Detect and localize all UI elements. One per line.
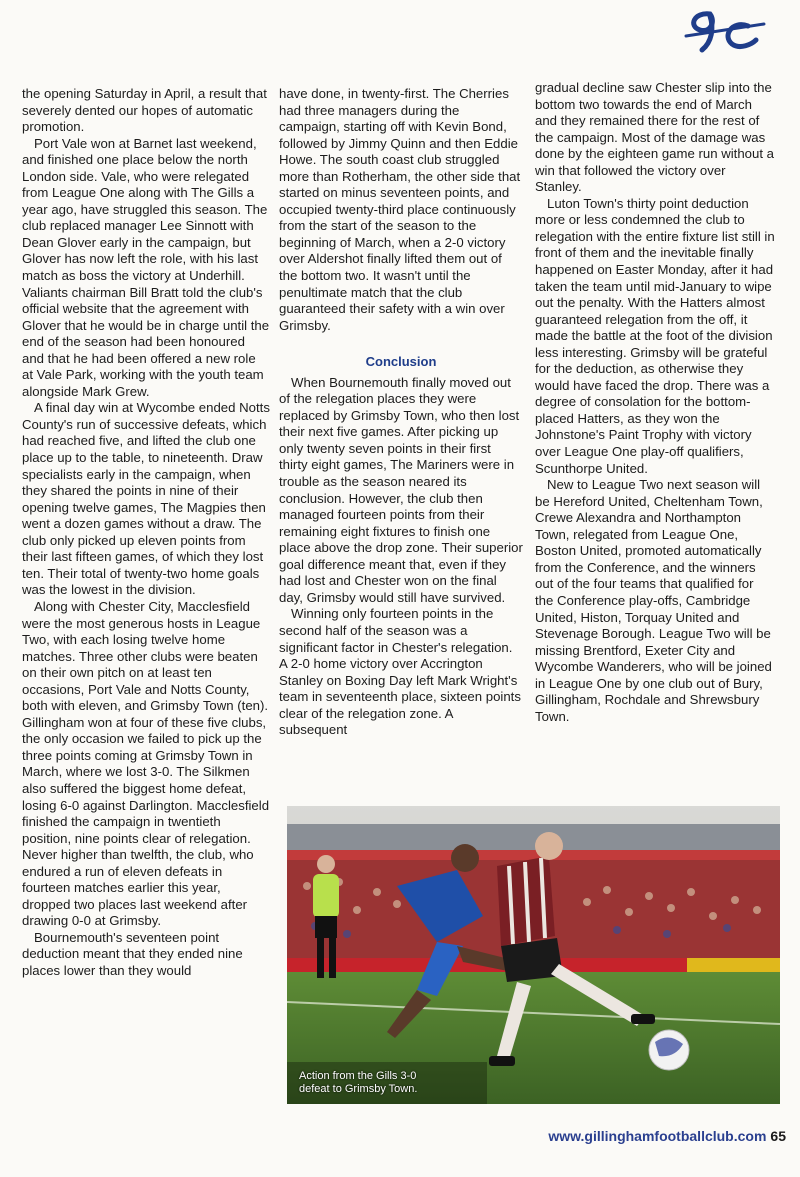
paragraph: New to League Two next season will be Hereford United, Cheltenham Town, Crewe Alexandra and Northampton Town, relegated from League One, Boston United, promoted automatically from the Conference, and the winners out of the four teams that qualified for the Conference play-offs, Cambridge United, Histon, Torquay United and Stevenage Borough. League Two will be missing Brentford, Exeter City and Wycombe Wanderers, who will be joined in League One by one club out of Bury, Gillingham, Rochdale and Shrewsbury Town.: [535, 477, 772, 724]
club-logo: [680, 6, 770, 58]
paragraph: Winning only fourteen points in the second half of the season was a significant factor in Chester's relegation. A 2-0 home victory over Accrington Stanley on Boxing Day left Mark Wright's team in seventeenth place, sixteen points clear of the relegation zone. A subsequent: [279, 606, 521, 738]
page-footer: [548, 1128, 786, 1144]
paragraph: Bournemouth's seventeen point deduction meant that they ended nine places lower than they would: [22, 929, 243, 978]
photo-caption: Action from the Gills 3-0 defeat to Grimsby Town.: [299, 1070, 418, 1095]
football-action-image: [287, 806, 780, 1104]
paragraph: Port Vale won at Barnet last weekend, and finished one place below the north London side. Vale, who were relegated from League One along with The Gills a year ago, have struggled this season. The club replaced manager Lee Sinnott with Dean Glover early in the campaign, but Glover has now left the role, with his last match as boss the victory at Underhill. Valiants chairman Bill Bratt told the club's official website that the agreement with Glover that he would be in charge until the end of the season had been honoured and that he had been offered a new role at Vale Park, working with the youth team alongside Mark Grew.: [22, 135, 270, 399]
paragraph: Luton Town's thirty point deduction more or less condemned the club to relegation with the entire fixture list still in front of them and the inevitable finally happened on Easter Monday, after it had taken the team until mid-January to wipe out the penalty. With the Hatters almost guaranteed relegation from the off, it made the battle at the foot of the division less interesting. Grimsby will be grateful for the deduction, as otherwise they would have faced the drop. There was a degree of consolation for the bottom-placed Hatters, as they won the Johnstone's Paint Trophy with victory over League One play-off qualifiers, Scunthorpe United.: [535, 195, 775, 476]
section-heading: Conclusion: [365, 354, 437, 370]
paragraph: gradual decline saw Chester slip into the bottom two towards the end of March and they remained there for the rest of the campaign. Most of the damage was done by the eighteen game run without a win that followed the victory over Stanley.: [535, 80, 775, 195]
paragraph: Along with Chester City, Macclesfield were the most generous hosts in League Two, with each losing twelve home matches. Three other clubs were beaten on their own pitch on at least ten occasions, Port Vale and Notts County, both with eleven, and Grimsby Town (ten). Gillingham won at four of these five clubs, the only occasion we failed to pick up the three points coming at Grimsby Town in March, where we lost 3-0. The Silkmen also suffered the biggest home defeat, losing 6-0 against Darlington. Macclesfield finished the campaign in twentieth position, nine points clear of relegation. Never higher than twelfth, the club, who endured a run of eleven defeats in fourteen matches earlier this year, dropped two places last weekend after drawing 0-0 at Grimsby.: [22, 598, 270, 929]
match-photo: [287, 806, 780, 1104]
paragraph: When Bournemouth finally moved out of the relegation places they were replaced by Grimsby Town, who then lost their next five games. After picking up only twenty seven points in their first thirty eight games, The Mariners were in trouble as the season neared its conclusion. However, the club then managed fourteen points from their remaining eight fixtures to finish one place above the drop zone. Their superior goal difference meant that, even if they had lost and Chester won on the final day, Grimsby would still have survived.: [279, 374, 523, 605]
article-column-3: [535, 80, 775, 725]
article-column-1: [22, 86, 270, 980]
paragraph: A final day win at Wycombe ended Notts County's run of successive defeats, which had reached five, and lifted the club one place up to the table, to nineteenth. Draw specialists early in the campaign, when they shared the points in nine of their opening twelve games, The Magpies then went a dozen games without a draw. The club only picked up eleven points from their last fifteen games, of which they lost ten. Their total of twenty-two home goals was the lowest in the division.: [22, 400, 270, 598]
article-column-2: [279, 86, 523, 739]
club-monogram-icon: [680, 6, 770, 58]
website-url[interactable]: www.gillinghamfootballclub.com: [548, 1128, 767, 1144]
page-number: 65: [770, 1128, 786, 1144]
paragraph: the opening Saturday in April, a result that severely dented our hopes of automatic promotion.: [22, 86, 267, 135]
paragraph: have done, in twenty-first. The Cherries had three managers during the campaign, starting off with Kevin Bond, followed by Jimmy Quinn and then Eddie Howe. The south coast club struggled more than Rotherham, the other side that started on minus seventeen points, and occupied twenty-third place continuously from the start of the season to the beginning of March, when a 2-0 victory over Aldershot finally lifted them out of the bottom two. It wasn't until the penultimate match that the club guaranteed their safety with a win over Grimsby.: [279, 86, 521, 333]
